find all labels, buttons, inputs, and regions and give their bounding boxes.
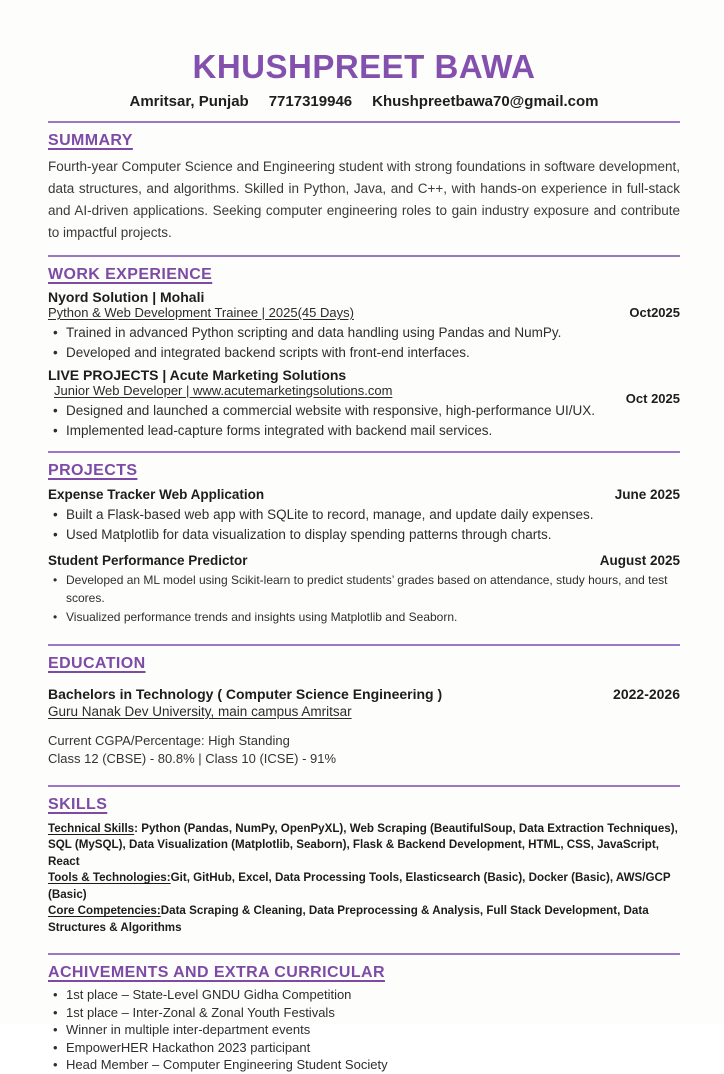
skill-group-label: Core Competencies: <box>48 904 161 917</box>
summary-text: Fourth-year Computer Science and Engineering student with strong foundations in software development, data structures, and algorithms. Skilled in Python, Java, and C++, with hands-on experience in full-stack and AI-driven applications. Seeking computer engineering roles to gain industry exposure and contribute to impactful projects. <box>48 159 680 240</box>
project-bullet: • Used Matplotlib for data visualization to display spending patterns through charts. <box>48 526 680 544</box>
job-bullet: • Implemented lead-capture forms integrated with backend mail services. <box>48 422 680 440</box>
contact-email: Khushpreetbawa70@gmail.com <box>372 93 599 110</box>
degree-row <box>48 686 680 702</box>
skill-group-core <box>48 903 680 936</box>
degree-name: Bachelors in Technology ( Computer Science Engineering ) <box>48 685 443 702</box>
project-name: Expense Tracker Web Application <box>48 487 265 502</box>
skills-title: SKILLS <box>48 795 108 813</box>
achievements-section <box>48 955 680 1074</box>
work-experience-section <box>48 257 680 440</box>
education-title: EDUCATION <box>48 654 146 672</box>
degree-years: 2022-2026 <box>613 685 680 702</box>
job-bullet: • Developed and integrated backend scripts with front-end interfaces. <box>48 344 680 362</box>
achievement-item: • Winner in multiple inter-department events <box>48 1022 680 1039</box>
achievement-item: • 1st place – Inter-Zonal & Zonal Youth Festivals <box>48 1005 680 1022</box>
job-bullets <box>48 402 680 440</box>
project-bullet: • Visualized performance trends and insights using Matplotlib and Seaborn. <box>48 609 680 627</box>
job-role: Junior Web Developer | www.acutemarketingsolutions.com <box>54 383 393 398</box>
skill-group-separator: : <box>134 821 142 835</box>
skills-section <box>48 787 680 943</box>
project-bullet: • Built a Flask-based web app with SQLite to record, manage, and update daily expenses. <box>48 506 680 524</box>
summary-section <box>48 123 680 244</box>
contact-location: Amritsar, Punjab <box>129 93 249 110</box>
skill-group-text: Python (Pandas, NumPy, OpenPyXL), Web Scraping (BeautifulSoup, Data Extraction Techniques), SQL (MySQL), Data Visualization (Matplotlib, Seaborn), Flask & Backend Development, HTML, CSS, JavaScript, React <box>48 821 678 868</box>
contact-line <box>48 93 680 110</box>
job-company: LIVE PROJECTS | Acute Marketing Solutions <box>48 367 347 383</box>
project-date: August 2025 <box>599 553 680 568</box>
achievement-item: • Head Member – Computer Engineering Student Society <box>48 1057 680 1074</box>
job-bullet: • Designed and launched a commercial website with responsive, high-performance UI/UX. <box>48 402 680 420</box>
job-bullets <box>48 324 680 362</box>
skill-group-text: Git, GitHub, Excel, Data Processing Tools, Elasticsearch (Basic), Docker (Basic), AWS/GCP (Basic) <box>48 871 671 901</box>
projects-section <box>48 453 680 633</box>
work-experience-title: WORK EXPERIENCE <box>48 266 213 283</box>
achievements-title: ACHIVEMENTS AND EXTRA CURRICULAR <box>48 964 385 981</box>
candidate-name: KHUSHPREET BAWA <box>192 48 536 85</box>
skill-group-technical <box>48 821 680 871</box>
skill-group-label: Technical Skills <box>48 821 135 835</box>
job-role-row <box>48 305 680 320</box>
skill-group-text: Data Scraping & Cleaning, Data Preprocessing & Analysis, Full Stack Development, Data Structures & Algorithms <box>48 904 649 934</box>
project-name: Student Performance Predictor <box>48 553 248 568</box>
project-header <box>48 487 680 502</box>
job-date: Oct2025 <box>629 305 680 320</box>
skill-group-label: Tools & Technologies: <box>48 871 171 884</box>
project-bullets <box>48 506 680 544</box>
achievement-item: • 1st place – State-Level GNDU Gidha Competition <box>48 987 680 1004</box>
project-date: June 2025 <box>614 487 680 502</box>
achievements-list <box>48 987 680 1074</box>
cgpa-line: Current CGPA/Percentage: High Standing <box>48 732 290 748</box>
achievement-item: • EmpowerHER Hackathon 2023 participant <box>48 1040 680 1057</box>
project-header <box>48 553 680 568</box>
projects-title: PROJECTS <box>48 462 138 479</box>
classes-line: Class 12 (CBSE) - 80.8% | Class 10 (ICSE) - 91% <box>48 750 337 766</box>
university-name: Guru Nanak Dev University, main campus Amritsar <box>48 703 352 719</box>
job-bullet: • Trained in advanced Python scripting and data handling using Pandas and NumPy. <box>48 324 680 342</box>
job-role-row <box>48 383 680 406</box>
job-company: Nyord Solution | Mohali <box>48 289 205 305</box>
summary-title: SUMMARY <box>48 132 133 149</box>
education-section <box>48 646 680 774</box>
project-bullets <box>48 572 680 627</box>
job-role: Python & Web Development Trainee | 2025(45 Days) <box>48 305 354 320</box>
skill-group-tools <box>48 870 680 903</box>
skills-block <box>48 821 680 937</box>
contact-phone: 7717319946 <box>268 93 353 110</box>
project-bullet: • Developed an ML model using Scikit-learn to predict students’ grades based on attendance, study hours, and test scores. <box>48 572 680 607</box>
job-date: Oct 2025 <box>625 391 680 406</box>
